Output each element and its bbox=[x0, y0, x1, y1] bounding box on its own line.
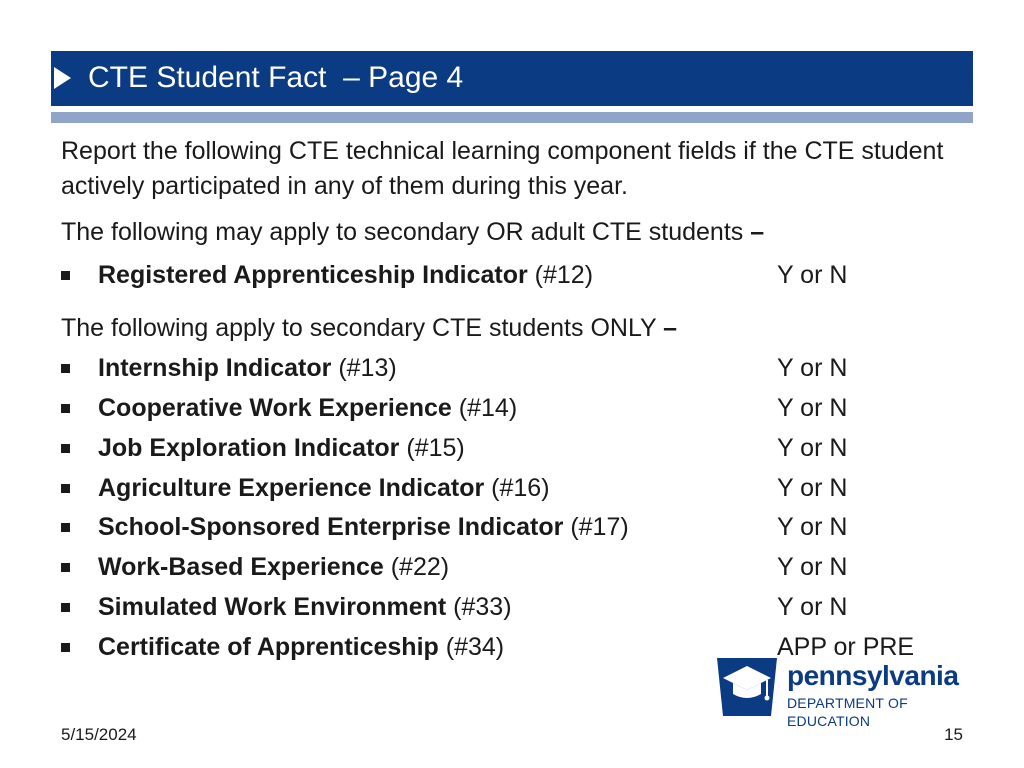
list-item bbox=[61, 350, 961, 386]
slide-title: CTE Student Fact – Page 4 bbox=[88, 61, 464, 94]
item-value: Y or N bbox=[777, 434, 848, 462]
item-value: Y or N bbox=[777, 354, 848, 382]
item-name: Job Exploration Indicator bbox=[98, 434, 400, 462]
item-value: Y or N bbox=[777, 593, 848, 621]
logo-subtitle: DEPARTMENT OF EDUCATION bbox=[787, 695, 908, 729]
item-ref: (#33) bbox=[453, 593, 512, 621]
item-name: Work-Based Experience bbox=[98, 553, 384, 581]
bullet-icon bbox=[61, 364, 70, 373]
section1-lead-text: The following may apply to secondary OR adult CTE students bbox=[61, 218, 744, 246]
item-label bbox=[98, 430, 465, 466]
item-name: Simulated Work Environment bbox=[98, 593, 447, 621]
item-ref: (#14) bbox=[458, 394, 518, 422]
section1-lead-dash: – bbox=[750, 218, 765, 246]
bullet-icon bbox=[61, 523, 70, 532]
section2-lead bbox=[61, 311, 677, 345]
pennsylvania-logo bbox=[715, 656, 977, 729]
item-value: Y or N bbox=[777, 513, 848, 541]
item-label bbox=[98, 509, 629, 545]
list-item bbox=[61, 589, 961, 625]
item-label bbox=[98, 589, 512, 625]
bullet-icon bbox=[61, 603, 70, 612]
item-ref: (#22) bbox=[390, 553, 450, 581]
item-name: Certificate of Apprenticeship bbox=[98, 633, 439, 661]
item-name: Cooperative Work Experience bbox=[98, 394, 452, 422]
list-item bbox=[61, 470, 961, 506]
item-value: Y or N bbox=[777, 474, 848, 502]
intro-text: Report the following CTE technical learning component fields if the CTE student actively participated in any of them during this year. bbox=[61, 137, 944, 200]
item-name: School-Sponsored Enterprise Indicator bbox=[98, 513, 564, 541]
item-ref: (#34) bbox=[445, 633, 505, 661]
bullet-icon bbox=[61, 404, 70, 413]
item-name: Registered Apprenticeship Indicator bbox=[98, 261, 528, 289]
logo-wordmark: pennsylvania bbox=[787, 660, 959, 691]
bullet-icon bbox=[61, 484, 70, 493]
item-value: Y or N bbox=[777, 553, 848, 581]
keystone-graduation-cap-icon bbox=[715, 656, 779, 718]
list-item bbox=[61, 549, 961, 585]
item-ref: (#12) bbox=[534, 261, 594, 289]
section2-lead-text: The following apply to secondary CTE students ONLY bbox=[61, 314, 657, 342]
item-label bbox=[98, 390, 517, 426]
bullet-icon bbox=[61, 643, 70, 652]
item-name: Agriculture Experience Indicator bbox=[98, 474, 485, 502]
item-name: Internship Indicator bbox=[98, 354, 332, 382]
item-label bbox=[98, 257, 593, 293]
item-ref: (#16) bbox=[491, 474, 550, 502]
list-item bbox=[61, 390, 961, 426]
item-label bbox=[98, 470, 550, 506]
item-label bbox=[98, 549, 449, 585]
page-number: 15 bbox=[944, 725, 963, 744]
item-label bbox=[98, 350, 397, 386]
arrow-icon bbox=[54, 67, 71, 89]
title-underline bbox=[51, 112, 973, 123]
list-item bbox=[61, 430, 961, 466]
item-value: Y or N bbox=[777, 261, 848, 289]
item-ref: (#15) bbox=[406, 434, 465, 462]
section1-lead bbox=[61, 215, 764, 249]
list-item bbox=[61, 257, 961, 293]
item-value: Y or N bbox=[777, 394, 848, 422]
bullet-icon bbox=[61, 271, 70, 280]
item-value: APP or PRE bbox=[777, 633, 915, 661]
bullet-icon bbox=[61, 444, 70, 453]
item-ref: (#13) bbox=[338, 354, 397, 382]
list-item bbox=[61, 509, 961, 545]
item-label bbox=[98, 629, 504, 665]
item-ref: (#17) bbox=[570, 513, 629, 541]
footer-date: 5/15/2024 bbox=[61, 725, 137, 744]
section2-lead-dash: – bbox=[663, 314, 678, 342]
bullet-icon bbox=[61, 563, 70, 572]
